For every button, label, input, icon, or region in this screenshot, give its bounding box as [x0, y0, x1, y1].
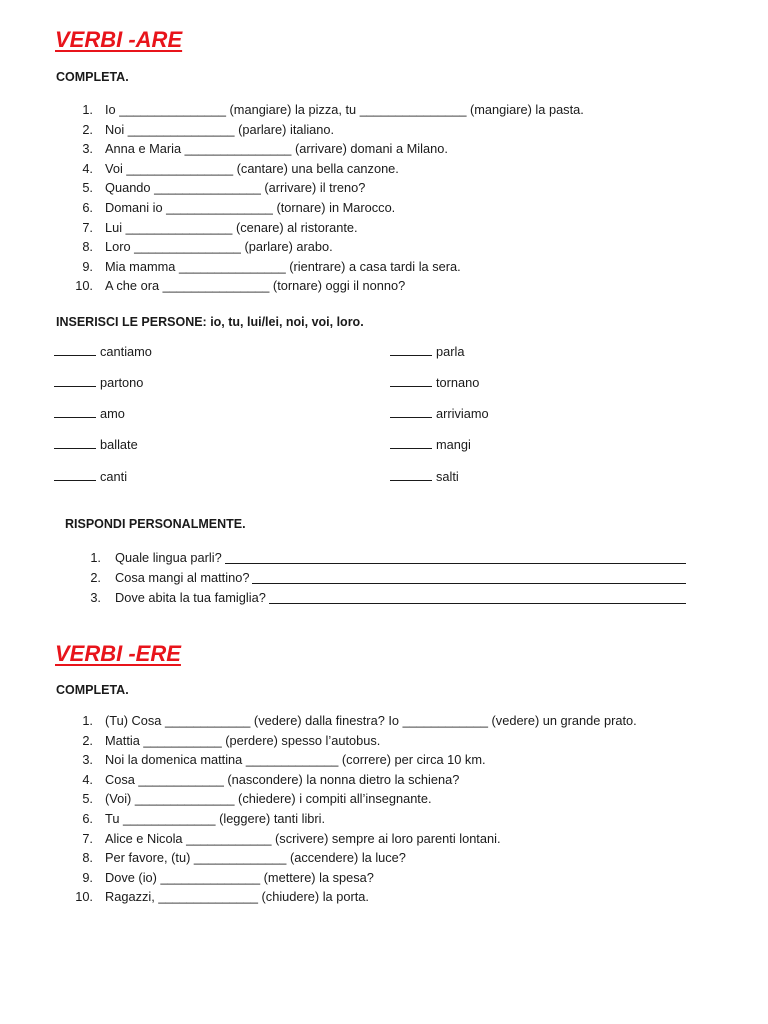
item-sentence: Domani io _______________ (tornare) in Marocco.	[105, 199, 396, 215]
fill-in-blank	[54, 406, 96, 418]
item-number: 3.	[82, 141, 93, 157]
persone-left-4	[54, 437, 138, 453]
verb-form: amo	[100, 406, 125, 421]
item-sentence: Noi la domenica mattina _____________ (correre) per circa 10 km.	[105, 752, 486, 768]
item-number: 4.	[82, 160, 93, 176]
item-number: 9.	[82, 869, 93, 885]
section-title-are: VERBI -ARE	[55, 27, 183, 52]
item-sentence: Mia mamma _______________ (rientrare) a casa tardi la sera.	[105, 258, 461, 274]
item-number: 2.	[82, 121, 93, 137]
item-number: 6.	[82, 810, 93, 826]
item-sentence: Noi _______________ (parlare) italiano.	[105, 121, 335, 137]
item-sentence: Quando _______________ (arrivare) il treno?	[105, 180, 366, 196]
item-sentence: Lui _______________ (cenare) al ristorante.	[105, 219, 358, 235]
item-number: 10.	[75, 278, 93, 294]
item-number: 5.	[82, 180, 93, 196]
item-number: 10.	[75, 889, 93, 905]
question-text: Cosa mangi al mattino?	[115, 570, 250, 585]
question-text: Dove abita la tua famiglia?	[115, 590, 266, 605]
persone-right-4	[390, 437, 471, 453]
answer-line	[252, 583, 686, 584]
persone-right-3	[390, 406, 489, 422]
item-sentence: (Tu) Cosa ____________ (vedere) dalla finestra? Io ____________ (vedere) un grande prato.	[105, 713, 637, 728]
item-number: 5.	[82, 791, 93, 807]
item-sentence: Alice e Nicola ____________ (scrivere) sempre ai loro parenti lontani.	[105, 830, 501, 846]
verb-form: mangi	[436, 437, 471, 452]
verb-form: salti	[436, 469, 459, 484]
rispondi-item-2	[0, 568, 686, 588]
rispondi-list	[0, 548, 686, 608]
item-number: 1.	[90, 550, 101, 565]
item-sentence: Anna e Maria _______________ (arrivare) domani a Milano.	[105, 141, 448, 157]
verb-form: canti	[100, 469, 128, 484]
rispondi-item-1	[0, 548, 686, 568]
item-number: 6.	[82, 199, 93, 215]
verb-form: ballate	[100, 437, 138, 452]
item-sentence: Voi _______________ (cantare) una bella canzone.	[105, 160, 399, 176]
item-number: 1.	[82, 713, 93, 728]
item-number: 7.	[82, 219, 93, 235]
fill-in-blank	[390, 344, 432, 356]
fill-in-blank	[54, 469, 96, 481]
question-text: Quale lingua parli?	[115, 550, 222, 565]
item-number: 2.	[90, 570, 101, 585]
verb-form: tornano	[436, 375, 480, 390]
rispondi-item-3	[0, 588, 686, 608]
persone-left-3	[54, 406, 125, 422]
persone-left-1	[54, 344, 152, 360]
verb-form: arriviamo	[436, 406, 489, 421]
item-sentence: Per favore, (tu) _____________ (accendere) la luce?	[105, 850, 406, 866]
persone-right-2	[390, 375, 479, 391]
item-sentence: Dove (io) ______________ (mettere) la spesa?	[105, 869, 374, 885]
section-title-ere: VERBI -ERE	[55, 641, 181, 666]
item-sentence: Ragazzi, ______________ (chiudere) la porta.	[105, 889, 369, 905]
fill-in-blank	[54, 344, 96, 356]
answer-line	[269, 603, 686, 604]
item-sentence: A che ora _______________ (tornare) oggi il nonno?	[105, 278, 406, 294]
item-sentence: Io _______________ (mangiare) la pizza, tu _______________ (mangiare) la pasta.	[105, 102, 584, 117]
item-sentence: Tu _____________ (leggere) tanti libri.	[105, 810, 326, 826]
item-number: 7.	[82, 830, 93, 846]
persone-label: INSERISCI LE PERSONE: io, tu, lui/lei, noi, voi, loro.	[56, 315, 364, 329]
item-number: 8.	[82, 239, 93, 255]
item-number: 9.	[82, 258, 93, 274]
completa-label-ere: COMPLETA.	[56, 683, 129, 697]
persone-right-5	[390, 469, 459, 485]
verb-form: cantiamo	[100, 344, 152, 359]
item-sentence: Mattia ___________ (perdere) spesso l’autobus.	[105, 732, 381, 748]
item-number: 8.	[82, 850, 93, 866]
fill-in-blank	[54, 437, 96, 449]
fill-in-blank	[390, 437, 432, 449]
fill-in-blank	[390, 375, 432, 387]
item-sentence: Loro _______________ (parlare) arabo.	[105, 239, 333, 255]
rispondi-label: RISPONDI PERSONALMENTE.	[65, 517, 246, 531]
verb-form: partono	[100, 375, 144, 390]
completa-label-are: COMPLETA.	[56, 70, 129, 84]
item-sentence: (Voi) ______________ (chiedere) i compiti all’insegnante.	[105, 791, 432, 807]
fill-in-blank	[54, 375, 96, 387]
persone-left-5	[54, 469, 127, 485]
persone-right-1	[390, 344, 464, 360]
item-number: 3.	[90, 590, 101, 605]
item-number: 1.	[82, 102, 93, 117]
fill-in-blank	[390, 406, 432, 418]
fill-in-blank	[390, 469, 432, 481]
item-number: 2.	[82, 732, 93, 748]
item-number: 3.	[82, 752, 93, 768]
item-sentence: Cosa ____________ (nascondere) la nonna dietro la schiena?	[105, 771, 460, 787]
verb-form: parla	[436, 344, 465, 359]
answer-line	[225, 563, 686, 564]
persone-left-2	[54, 375, 143, 391]
item-number: 4.	[82, 771, 93, 787]
